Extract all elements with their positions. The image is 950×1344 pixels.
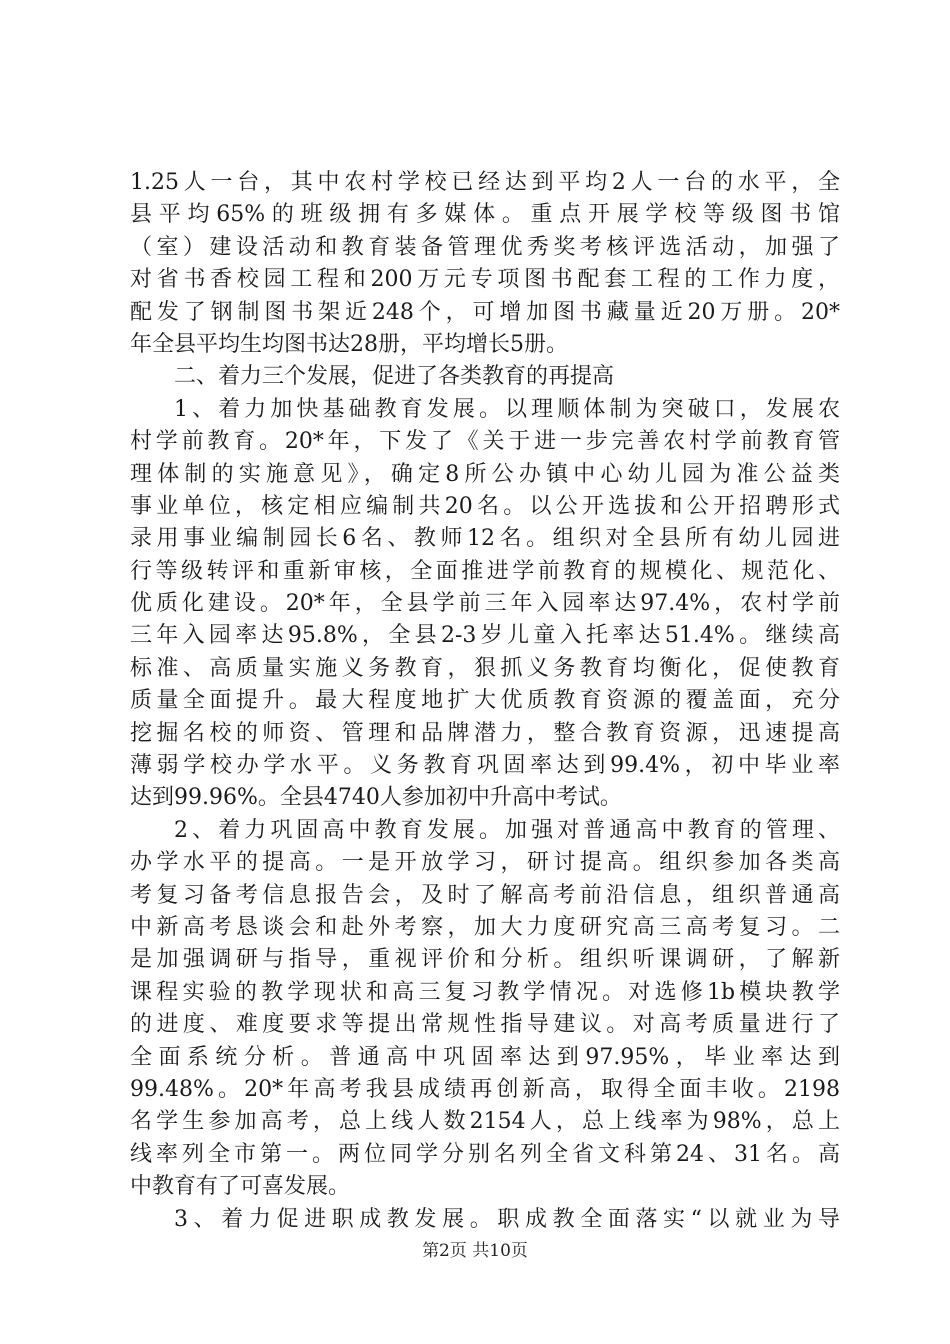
text-line: 挖掘名校的师资、管理和品牌潜力，整合教育资源，迅速提高 [130,720,840,746]
text-line: 考复习备考信息报告会，及时了解高考前沿信息，组织普通高 [130,882,840,908]
text-line: 质量全面提升。最大程度地扩大优质教育资源的覆盖面，充分 [130,688,840,714]
page-footer: 第2页 共10页 [422,1241,528,1261]
text-line: 标准、高质量实施义务教育，狠抓义务教育均衡化，促使教育 [130,655,840,681]
text-line: 的进度、难度要求等提出常规性指导建议。对高考质量进行了 [130,1012,840,1038]
text-line: 课程实验的教学现状和高三复习教学情况。对选修1b模块教学 [130,979,840,1005]
text-line: 2、着力巩固高中教育发展。加强对普通高中教育的管理、 [174,817,840,843]
text-line: 99.48%。20*年高考我县成绩再创新高，取得全面丰收。2198 [130,1076,840,1102]
text-line: 1、着力加快基础教育发展。以理顺体制为突破口，发展农 [174,396,840,422]
text-line: 3、着力促进职成教发展。职成教全面落实“以就业为导 [174,1206,840,1232]
text-line: 年全县平均生均图书达28册，平均增长5册。 [130,331,568,357]
text-line: 中新高考恳谈会和赴外考察，加大力度研究高三高考复习。二 [130,914,840,940]
text-line: 村学前教育。20*年，下发了《关于进一步完善农村学前教育管 [130,429,840,455]
text-line: 行等级转评和重新审核，全面推进学前教育的规模化、规范化、 [130,558,840,584]
text-line: 中教育有了可喜发展。 [130,1174,351,1200]
text-line: 二、着力三个发展，促进了各类教育的再提高 [174,364,615,390]
text-line: 是加强调研与指导，重视评价和分析。组织听课调研，了解新 [130,947,840,973]
text-line: 录用事业编制园长6名、教师12名。组织对全县所有幼儿园进 [130,526,840,552]
text-line: 三年入园率达95.8%，全县2-3岁儿童入托率达51.4%。继续高 [130,623,840,649]
text-line: 对省书香校园工程和200万元专项图书配套工程的工作力度， [130,267,840,293]
text-line: 理体制的实施意见》，确定8所公办镇中心幼儿园为准公益类 [130,461,840,487]
text-line: 1.25人一台，其中农村学校已经达到平均2人一台的水平，全 [130,170,840,195]
text-line: 事业单位，核定相应编制共20名。以公开选拔和公开招聘形式 [130,493,840,519]
document-body [130,167,840,1236]
text-line: 优质化建设。20*年，全县学前三年入园率达97.4%，农村学前 [130,591,840,617]
text-line: 薄弱学校办学水平。义务教育巩固率达到99.4%，初中毕业率 [130,753,840,779]
text-line: 名学生参加高考，总上线人数2154人，总上线率为98%，总上 [130,1109,840,1135]
text-line: 全面系统分析。普通高中巩固率达到97.95%，毕业率达到 [130,1044,840,1070]
text-line: 办学水平的提高。一是开放学习，研讨提高。组织参加各类高 [130,850,840,876]
text-line: 线率列全市第一。两位同学分别名列全省文科第24、31名。高 [130,1141,840,1167]
text-line: 县平均65%的班级拥有多媒体。重点开展学校等级图书馆 [130,202,840,228]
text-line: 达到99.96%。全县4740人参加初中升高中考试。 [130,785,622,811]
text-line: 配发了钢制图书架近248个，可增加图书藏量近20万册。20* [130,299,840,325]
text-line: （室）建设活动和教育装备管理优秀奖考核评选活动，加强了 [130,234,840,260]
